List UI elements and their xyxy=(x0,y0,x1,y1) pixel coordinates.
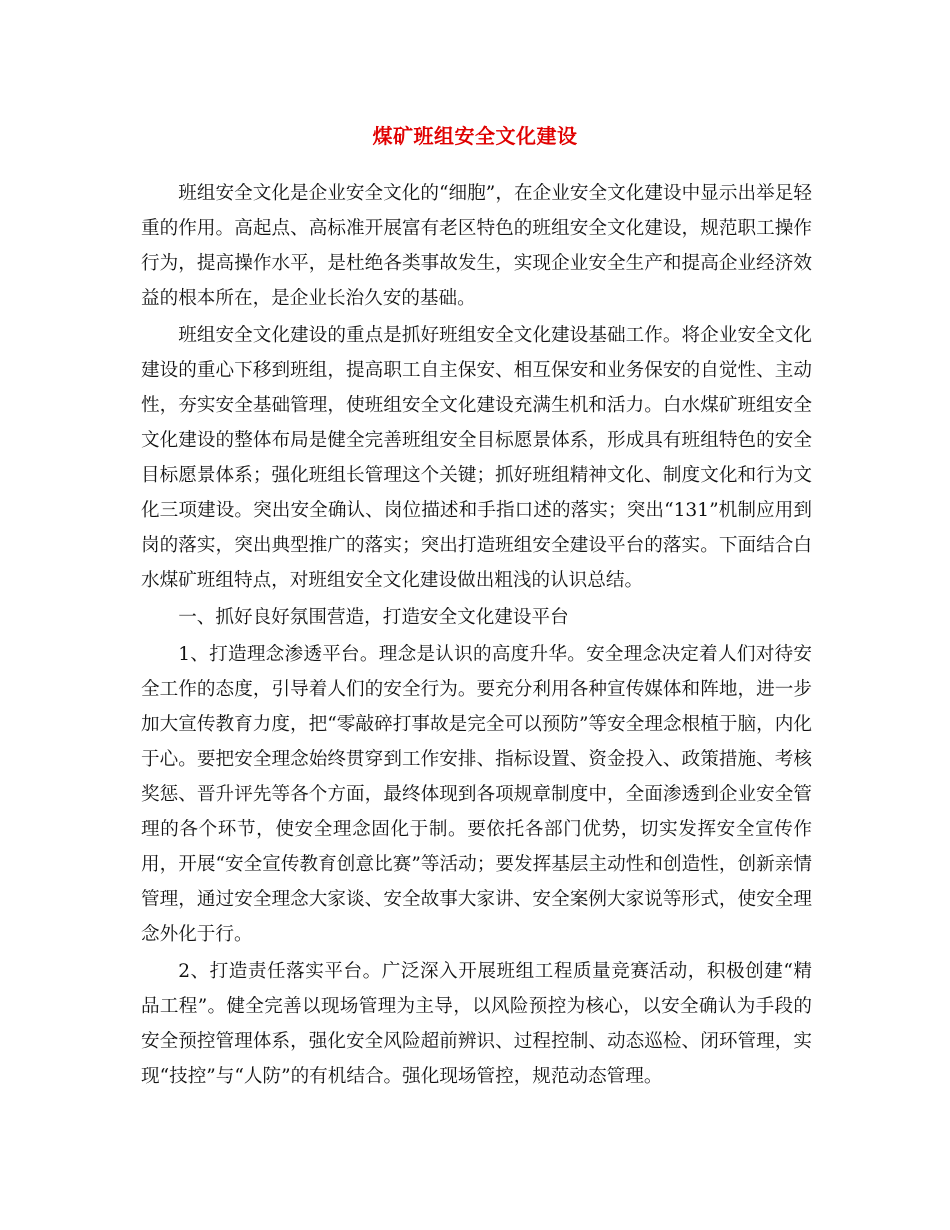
paragraph-item-2: 2、打造责任落实平台。广泛深入开展班组工程质量竞赛活动，积极创建“精品工程”。健全完善以现场管理为主导，以风险预控为核心，以安全确认为手段的安全预控管理体系，强化安全风险超前辨识、过程控制、动态巡检、闭环管理，实现“技控”与“人防”的有机结合。强化现场管控，规范动态管理。 xyxy=(141,961,812,1087)
section-heading-1: 一、抓好良好氛围营造，打造安全文化建设平台 xyxy=(178,607,569,628)
paragraph-item-1: 1、打造理念渗透平台。理念是认识的高度升华。安全理念决定着人们对待安全工作的态度，引导着人们的安全行为。要充分利用各种宣传媒体和阵地，进一步加大宣传教育力度，把“零敲碎打事故是完全可以预防”等安全理念根植于脑，内化于心。要把安全理念始终贯穿到工作安排、指标设置、资金投入、政策措施、考核奖惩、晋升评先等各个方面，最终体现到各项规章制度中，全面渗透到企业安全管理的各个环节，使安全理念固化于制。要依托各部门优势，切实发挥安全宣传作用，开展“安全宣传教育创意比赛”等活动；要发挥基层主动性和创造性，创新亲情管理，通过安全理念大家谈、安全故事大家讲、安全案例大家说等形式，使安全理念外化于行。 xyxy=(141,644,812,945)
paragraph-focus: 班组安全文化建设的重点是抓好班组安全文化建设基础工作。将企业安全文化建设的重心下移到班组，提高职工自主保安、相互保安和业务保安的自觉性、主动性，夯实安全基础管理，使班组安全文化建设充满生机和活力。白水煤矿班组安全文化建设的整体布局是健全完善班组安全目标愿景体系，形成具有班组特色的安全目标愿景体系；强化班组长管理这个关键；抓好班组精神文化、制度文化和行为文化三项建设。突出安全确认、岗位描述和手指口述的落实；突出“131”机制应用到岗的落实，突出典型推广的落实；突出打造班组安全建设平台的落实。下面结合白水煤矿班组特点，对班组安全文化建设做出粗浅的认识总结。 xyxy=(141,325,812,591)
document-body xyxy=(141,176,812,1096)
document-title: 煤矿班组安全文化建设 xyxy=(372,124,578,148)
paragraph-intro: 班组安全文化是企业安全文化的“细胞”，在企业安全文化建设中显示出举足轻重的作用。高起点、高标准开展富有老区特色的班组安全文化建设，规范职工操作行为，提高操作水平，是杜绝各类事故发生，实现企业安全生产和提高企业经济效益的根本所在，是企业长治久安的基础。 xyxy=(141,183,812,309)
